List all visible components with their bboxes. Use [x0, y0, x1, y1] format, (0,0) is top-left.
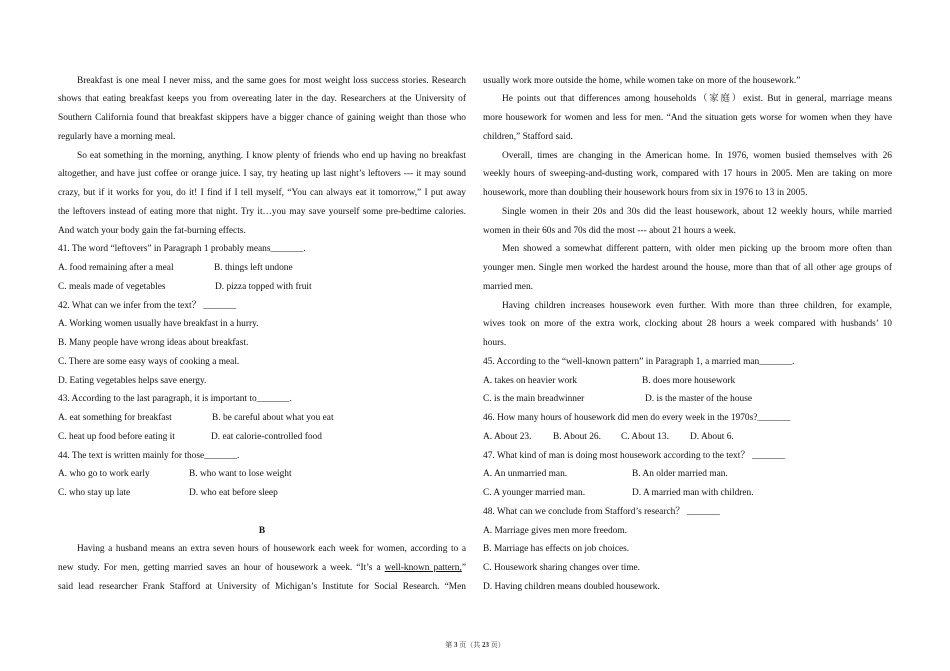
text-line: Men showed a somewhat different pattern, with older men picking up the broom more often than	[502, 244, 892, 255]
answer-option: B. An older married man.	[632, 469, 728, 480]
text-segment: ”	[461, 563, 466, 574]
text-line: altogether, and have just coffee or orange juice. I say, try heating up last night’s leftovers --- it may sound	[58, 169, 466, 180]
text-line: the leftovers instead of eating more that night. Try it…you may save yourself some pre-bedtime calories.	[58, 206, 466, 217]
answer-option: D. is the master of the house	[645, 394, 753, 405]
option-row	[483, 484, 892, 503]
text-line: hours.	[483, 338, 507, 349]
answer-option: D. eat calorie-controlled food	[211, 431, 322, 442]
answer-option: C. meals made of vegetables	[58, 281, 166, 292]
answer-option: C. About 13.	[621, 431, 669, 442]
answer-option: C. A younger married man.	[483, 488, 586, 499]
text-line: Breakfast is one meal I never miss, and the same goes for most weight loss success stories. Research	[77, 75, 466, 86]
answer-option: A. food remaining after a meal	[58, 263, 174, 274]
question-text: 44. The text is written mainly for those_______.	[58, 450, 240, 461]
text-line: C. There are some easy ways of cooking a meal.	[58, 356, 240, 367]
page-number: 3	[454, 641, 458, 649]
answer-option: C. who stay up late	[58, 488, 131, 499]
question-text: 46. How many hours of housework did men do every week in the 1970s?_______	[483, 413, 791, 424]
question-text: 43. According to the last paragraph, it is important to_______.	[58, 394, 292, 405]
text-line: married men.	[483, 281, 533, 292]
option-row	[58, 259, 466, 278]
text-line: wives took on more of the extra work, clocking about 28 hours a week compared with husbands’ 10	[483, 319, 892, 330]
answer-option: C. is the main breadwinner	[483, 394, 585, 405]
text-line: Having a husband means an extra seven hours of housework each week for women, according to a	[77, 544, 466, 555]
text-line: weekly hours of sweeping-and-dusting work, compared with 17 hours in 2005. Men are taking on more	[483, 169, 892, 180]
answer-option: B. About 26.	[553, 431, 601, 442]
right-column	[483, 72, 892, 597]
text-line: So eat something in the morning, anything. I know plenty of friends who end up having no breakfast	[77, 150, 466, 161]
answer-option: B. things left undone	[214, 263, 293, 274]
option-row	[58, 409, 466, 428]
text-line: D. Having children means doubled housework.	[483, 581, 660, 592]
question-text: 42. What can we infer from the text？ _______	[58, 300, 237, 311]
text-line: usually work more outside the home, while women take on more of the housework.”	[483, 75, 801, 86]
answer-option: B. who want to lose weight	[189, 469, 292, 480]
text-line: crazy, but if it works for you, do it! I find if I tell myself, “You can always eat it tomorrow,” I put away	[58, 188, 466, 199]
text-line: said lead researcher Frank Stafford at University of Michigan’s Institute for Social Research. “Men	[58, 581, 466, 592]
option-row	[483, 390, 892, 409]
text-line: And watch your body gain the fat-burning effects.	[58, 225, 246, 236]
option-row	[483, 428, 892, 447]
left-column	[58, 72, 466, 597]
text-line: A. Marriage gives men more freedom.	[483, 525, 627, 536]
text-line: women in their 60s and 70s did the most --- about 21 hours a week.	[483, 225, 736, 236]
underlined-phrase: well-known pattern,	[384, 563, 462, 574]
option-row	[483, 372, 892, 391]
total-pages: 23	[482, 641, 489, 649]
option-row	[483, 465, 892, 484]
text-line	[58, 503, 466, 522]
text-line: C. Housework sharing changes over time.	[483, 563, 640, 574]
footer-text: 第	[445, 641, 454, 649]
text-segment: new study. For men, getting married saves an hour of housework a week. “It’s a	[58, 563, 385, 574]
answer-option: D. A married man with children.	[632, 488, 754, 499]
text-line: D. Eating vegetables helps save energy.	[58, 375, 207, 386]
text-line: B. Many people have wrong ideas about breakfast.	[58, 338, 249, 349]
answer-option: D. pizza topped with fruit	[215, 281, 312, 292]
answer-option: C. heat up food before eating it	[58, 431, 175, 442]
text-line: Single women in their 20s and 30s did the least housework, about 12 weekly hours, while married	[502, 206, 892, 217]
text-line: more housework for women and less for men. “And the situation gets worse for women when they have	[483, 113, 892, 124]
question-text: 45. According to the “well-known pattern” in Paragraph 1, a married man_______.	[483, 356, 795, 367]
text-line: housework, more than doubling their housework hours from six in 1976 to 13 in 2005.	[483, 188, 808, 199]
answer-option: B. be careful about what you eat	[212, 413, 334, 424]
page-footer	[0, 640, 950, 650]
text-line: regularly have a morning meal.	[58, 131, 176, 142]
answer-option: D. who eat before sleep	[189, 488, 278, 499]
option-row	[58, 428, 466, 447]
text-line: younger men. Single men worked the hardest around the house, more than that of all other age groups of	[483, 263, 892, 274]
question-text: 41. The word “leftovers” in Paragraph 1 probably means_______.	[58, 244, 306, 255]
footer-text: 页（共	[457, 641, 482, 649]
text-line: Overall, times are changing in the American home. In 1976, women busied themselves with 26	[502, 150, 892, 161]
option-row	[58, 278, 466, 297]
text-line: A. Working women usually have breakfast in a hurry.	[58, 319, 259, 330]
answer-option: A. eat something for breakfast	[58, 413, 172, 424]
text-line: children,” Stafford said.	[483, 131, 573, 142]
text-line: shows that eating breakfast keeps you from overeating later in the day. Researchers at the University of	[58, 94, 466, 105]
question-text: 48. What can we conclude from Stafford’s research？ _______	[483, 506, 720, 517]
answer-option: B. does more housework	[642, 375, 736, 386]
section-heading: B	[258, 525, 266, 536]
text-line: B. Marriage has effects on job choices.	[483, 544, 630, 555]
answer-option: A. An unmarried man.	[483, 469, 568, 480]
text-line: Southern California found that breakfast skippers have a bigger chance of gaining weight than those who	[58, 113, 466, 124]
text-line: He points out that differences among households（家庭）exist. But in general, marriage means	[502, 94, 892, 105]
answer-option: A. who go to work early	[58, 469, 150, 480]
answer-option: A. takes on heavier work	[483, 375, 577, 386]
text-line	[58, 559, 466, 578]
option-row	[58, 465, 466, 484]
option-row	[58, 484, 466, 503]
answer-option: A. About 23.	[483, 431, 532, 442]
text-line: Having children increases housework even further. With more than three children, for example,	[502, 300, 892, 311]
footer-text: 页）	[489, 641, 505, 649]
question-text: 47. What kind of man is doing most housework according to the text？ _______	[483, 450, 785, 461]
answer-option: D. About 6.	[690, 431, 734, 442]
